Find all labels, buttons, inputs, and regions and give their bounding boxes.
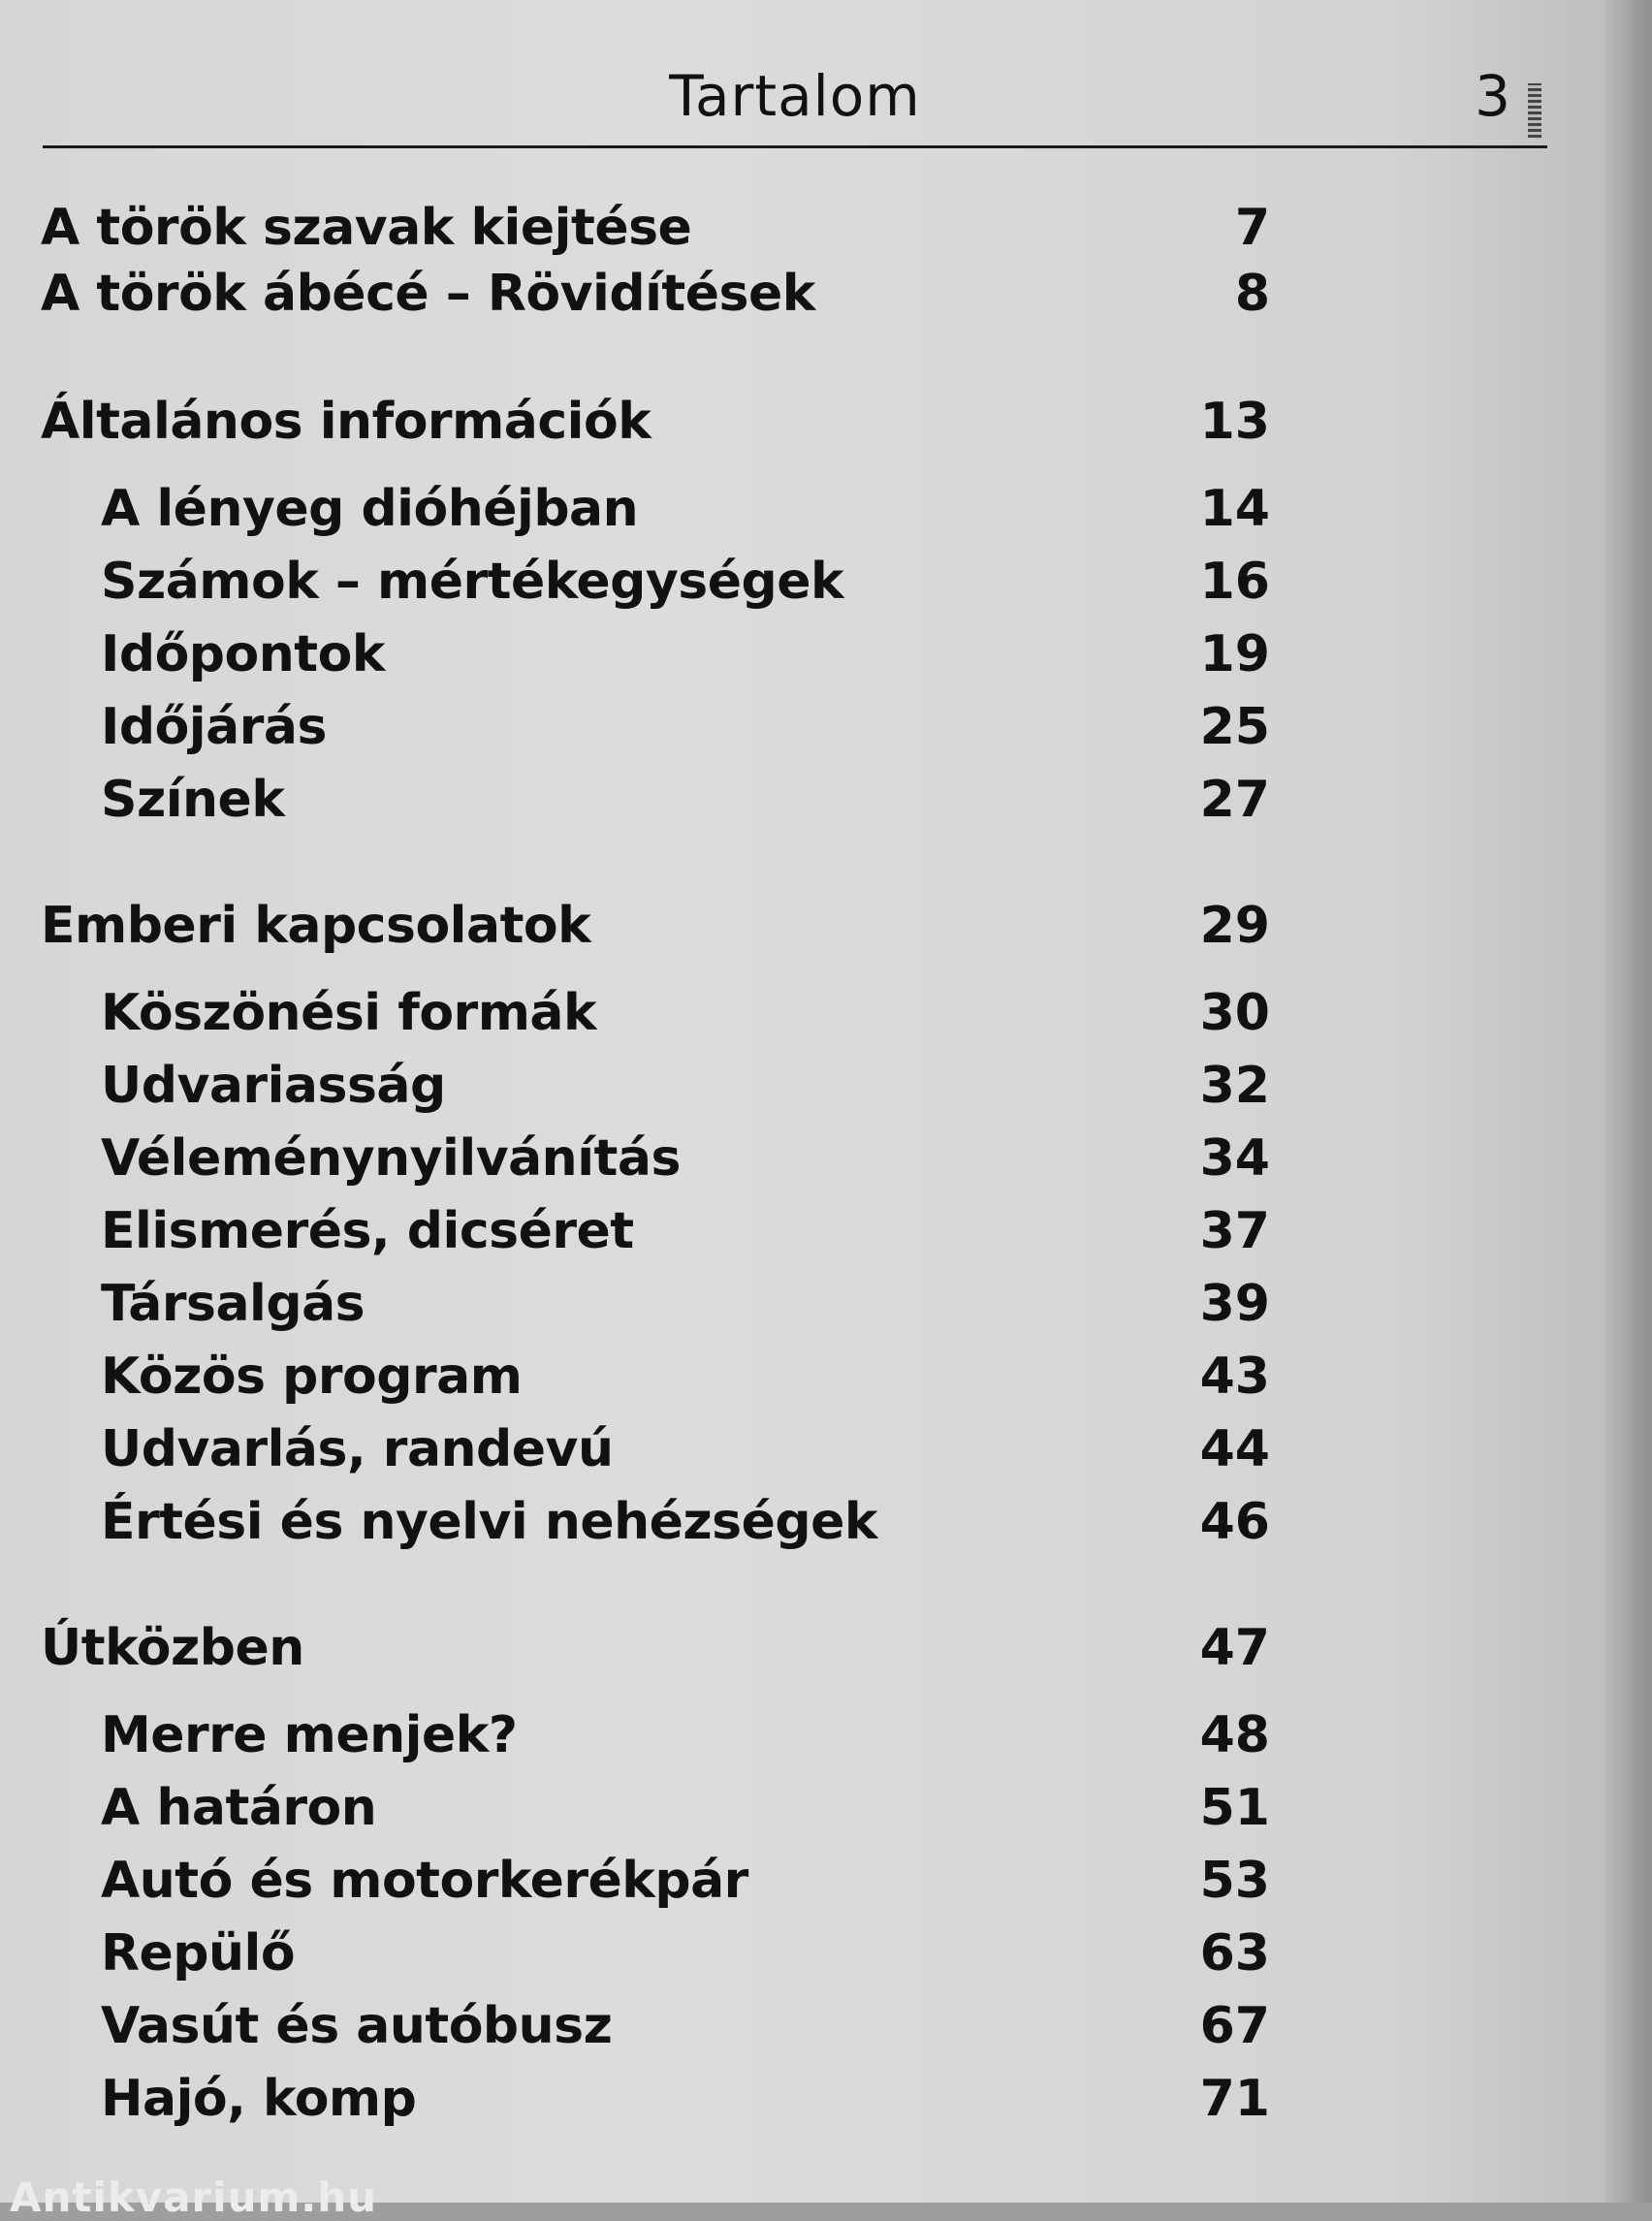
toc-entry-page: 51	[1199, 1779, 1270, 1837]
toc-entry-title: Udvarlás, randevú	[101, 1420, 614, 1478]
toc-entry	[0, 2065, 1270, 2133]
toc-entry-page: 19	[1199, 625, 1270, 683]
toc-entry-page: 71	[1199, 2070, 1270, 2128]
toc-entry-page: 37	[1199, 1202, 1270, 1260]
toc-entry	[0, 766, 1270, 834]
toc-entry-page: 8	[1234, 265, 1270, 323]
toc-entry	[0, 979, 1270, 1047]
toc-entry	[0, 548, 1270, 616]
toc-entry	[0, 260, 1270, 328]
toc-entry	[0, 1415, 1270, 1483]
toc-entry	[0, 1488, 1270, 1556]
toc-entry-page: 63	[1199, 1924, 1270, 1983]
toc-entry-title: A török ábécé – Rövidítések	[41, 265, 815, 323]
toc-entry-page: 67	[1199, 1997, 1270, 2055]
toc-entry-page: 13	[1199, 393, 1270, 451]
toc-entry-page: 43	[1199, 1348, 1270, 1406]
toc-entry-title: A török szavak kiejtése	[41, 199, 692, 257]
toc-entry-title: A lényeg dióhéjban	[101, 480, 639, 538]
toc-entry	[0, 1052, 1270, 1120]
toc-entry-title: Elismerés, dicséret	[101, 1202, 634, 1260]
toc-entry-page: 25	[1199, 698, 1270, 756]
toc-entry-title: Repülő	[101, 1924, 296, 1983]
toc-entry	[0, 388, 1270, 456]
toc-entry-page: 29	[1199, 897, 1270, 955]
toc-entry-title: Autó és motorkerékpár	[101, 1852, 748, 1910]
toc-entry	[0, 693, 1270, 761]
toc-entry-title: Köszönési formák	[101, 984, 597, 1042]
toc-entry	[0, 1992, 1270, 2060]
toc-entry	[0, 1125, 1270, 1192]
toc-entry-title: Társalgás	[101, 1275, 365, 1333]
toc-entry-title: Véleménynyilvánítás	[101, 1129, 681, 1188]
toc-entry-title: Általános információk	[41, 393, 651, 451]
toc-entry-page: 32	[1199, 1057, 1270, 1115]
toc-entry-title: Színek	[101, 771, 285, 829]
toc-entry-page: 30	[1199, 984, 1270, 1042]
toc-entry	[0, 892, 1270, 960]
toc-entry-page: 47	[1199, 1619, 1270, 1677]
toc-entry	[0, 620, 1270, 688]
toc-entry	[0, 1847, 1270, 1915]
toc-entry	[0, 1343, 1270, 1411]
toc-entry	[0, 1774, 1270, 1842]
toc-entry-page: 53	[1199, 1852, 1270, 1910]
toc-entry	[0, 1197, 1270, 1265]
toc-entry-title: Számok – mértékegységek	[101, 553, 844, 611]
toc-entry-page: 14	[1199, 480, 1270, 538]
watermark: Antikvarium.hu	[10, 2173, 378, 2221]
toc-entry-title: Közös program	[101, 1348, 523, 1406]
toc-entry-title: Időjárás	[101, 698, 327, 756]
toc-entry-title: Merre menjek?	[101, 1706, 518, 1764]
page-number: 3	[1475, 63, 1510, 129]
toc-entry-title: A határon	[101, 1779, 377, 1837]
toc-entry	[0, 1270, 1270, 1338]
toc-entry-page: 44	[1199, 1420, 1270, 1478]
toc-entry-page: 7	[1234, 199, 1270, 257]
toc-entry-title: Vasút és autóbusz	[101, 1997, 613, 2055]
toc-entry-page: 46	[1199, 1493, 1270, 1551]
toc-entry-title: Értési és nyelvi nehézségek	[101, 1493, 877, 1551]
toc-entry-title: Udvariasság	[101, 1057, 446, 1115]
toc-entry	[0, 475, 1270, 543]
toc-entry-title: Időpontok	[101, 625, 385, 683]
toc-entry-page: 48	[1199, 1706, 1270, 1764]
toc-entry-page: 27	[1199, 771, 1270, 829]
toc-entry-page: 34	[1199, 1129, 1270, 1188]
toc-entry-page: 39	[1199, 1275, 1270, 1333]
toc-entry	[0, 1701, 1270, 1769]
toc-entry-title: Útközben	[41, 1619, 304, 1677]
toc-entry	[0, 194, 1270, 262]
toc-entry-page: 16	[1199, 553, 1270, 611]
toc-entry-title: Hajó, komp	[101, 2070, 417, 2128]
toc-entry	[0, 1920, 1270, 1987]
toc-entry	[0, 1614, 1270, 1682]
page-title: Tartalom	[669, 63, 921, 129]
toc-entry-title: Emberi kapcsolatok	[41, 897, 591, 955]
